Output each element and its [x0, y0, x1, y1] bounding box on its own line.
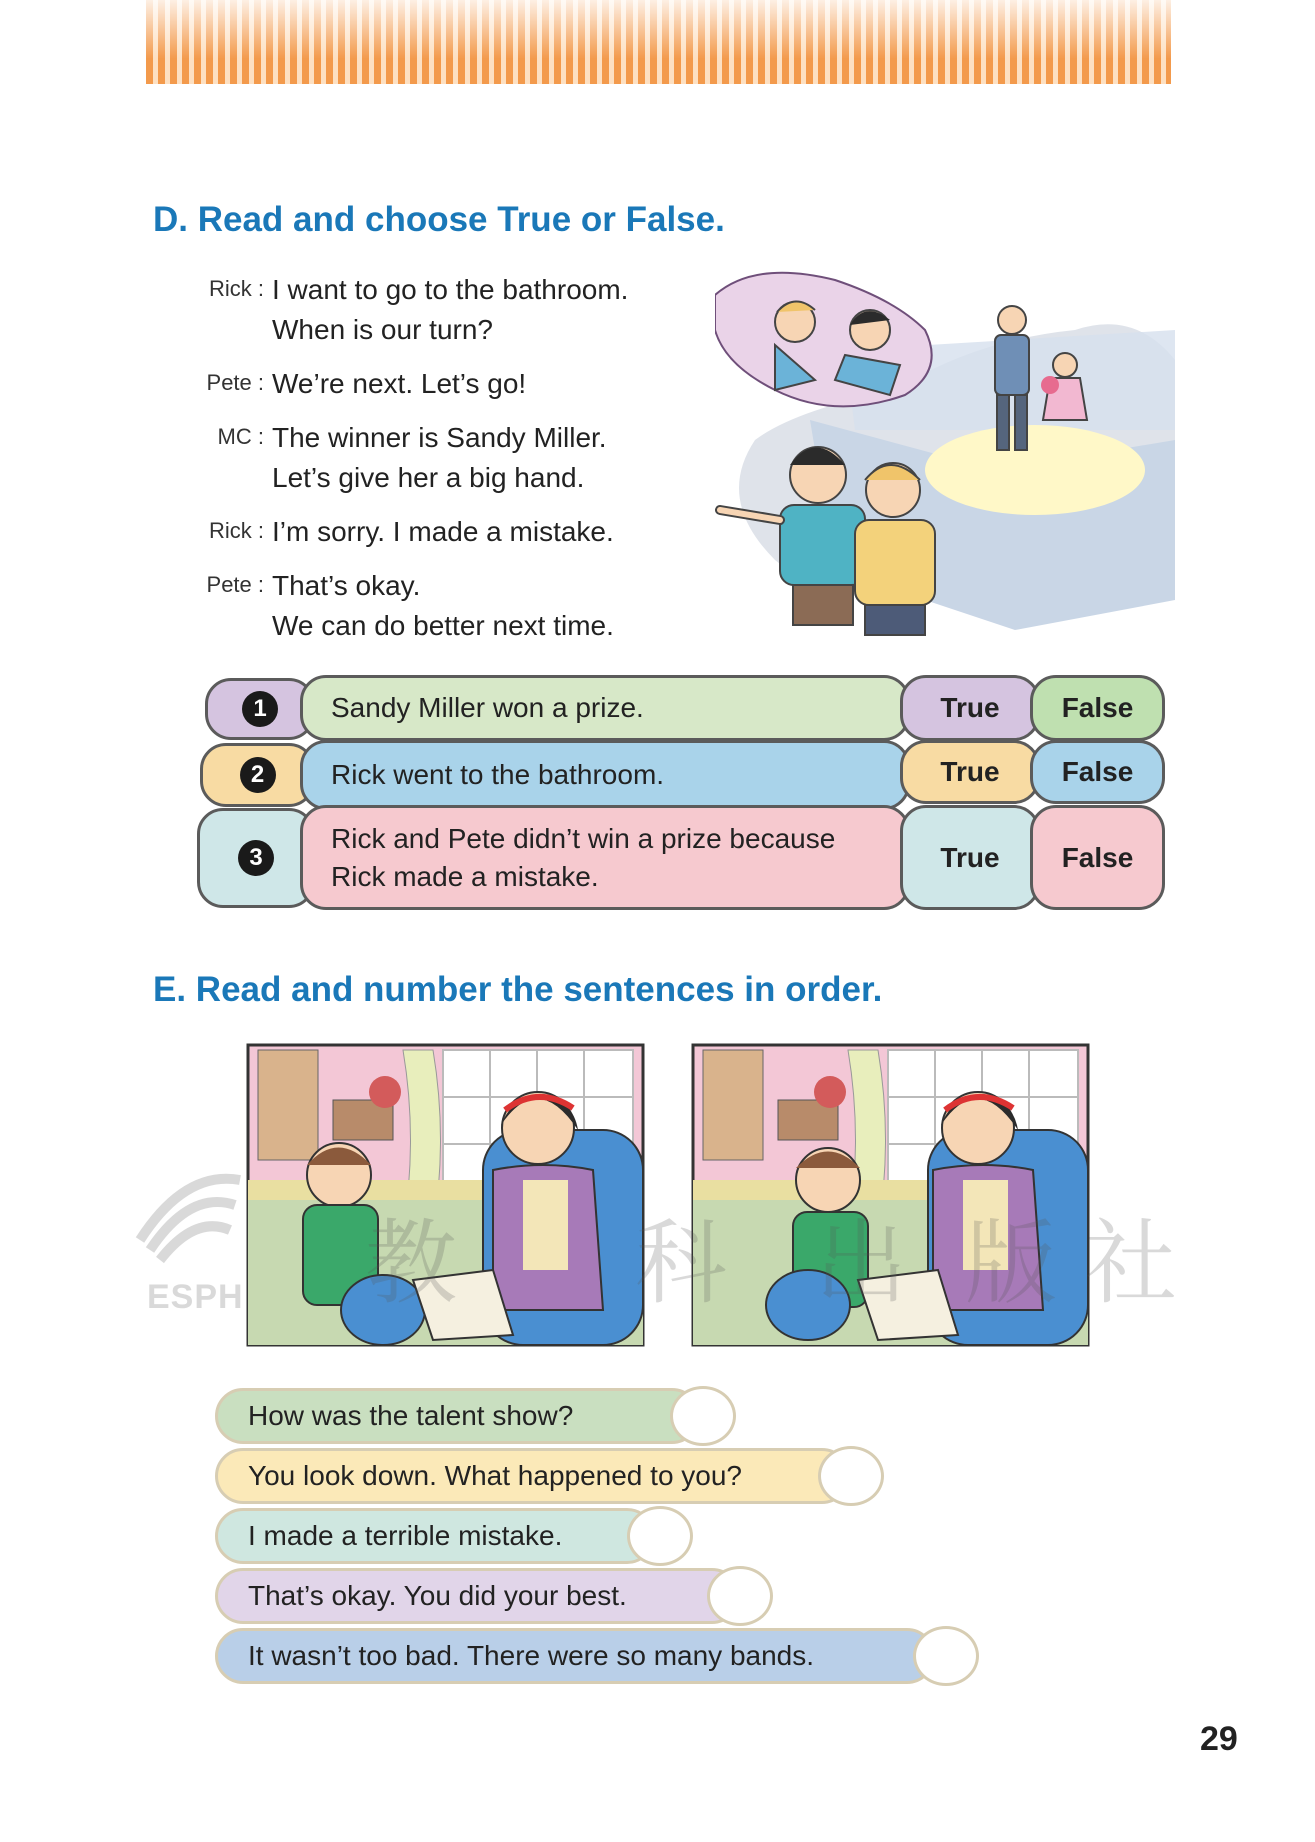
item-number-pill [197, 808, 315, 908]
watermark-char: 出 [815, 1210, 908, 1317]
statement-text [303, 689, 644, 727]
true-option[interactable]: True [900, 740, 1040, 804]
watermark-char: 教 [365, 1210, 458, 1317]
tf-row-3 [200, 805, 1170, 910]
watermark-text: ESPH [147, 1278, 244, 1316]
statement-line: Rick went to the bathroom. [331, 759, 665, 790]
item-number: 3 [238, 840, 274, 876]
statement-pill [300, 675, 910, 741]
statement-line: Rick and Pete didn’t win a prize because [331, 822, 836, 854]
statement-line: Sandy Miller won a prize. [331, 692, 644, 723]
dialogue-line [180, 512, 700, 552]
speech-line: The winner is Sandy Miller. [272, 422, 607, 453]
order-sentence-3: I made a terrible mistake. [215, 1508, 655, 1564]
speaker-label: Pete : [206, 572, 264, 597]
order-number-input[interactable] [707, 1566, 773, 1626]
speech-line: I’m sorry. I made a mistake. [272, 516, 614, 547]
order-sentence-1: How was the talent show? [215, 1388, 700, 1444]
speech-text [272, 364, 526, 404]
speech-line: When is our turn? [272, 314, 493, 345]
true-option[interactable]: True [900, 675, 1040, 741]
publisher-logo-icon [135, 1150, 245, 1270]
speech-line: Let’s give her a big hand. [272, 462, 585, 493]
speaker-label: MC : [217, 424, 264, 449]
dialogue-line [180, 566, 700, 646]
speech-text [272, 566, 614, 646]
false-option[interactable]: False [1030, 805, 1165, 910]
watermark-char: 版 [965, 1210, 1058, 1317]
false-option[interactable]: False [1030, 740, 1165, 804]
speech-line: We’re next. Let’s go! [272, 368, 527, 399]
decorative-header-band [146, 0, 1171, 84]
dialogue-line [180, 270, 700, 350]
section-d-title: D. Read and choose True or False. [153, 200, 725, 239]
order-sentence-4: That’s okay. You did your best. [215, 1568, 740, 1624]
section-e-title: E. Read and number the sentences in order. [153, 970, 883, 1009]
order-number-input[interactable] [913, 1626, 979, 1686]
dialogue [180, 270, 700, 660]
speech-line: We can do better next time. [272, 610, 614, 641]
speech-text [272, 270, 628, 350]
true-option[interactable]: True [900, 805, 1040, 910]
statement-text [303, 756, 664, 794]
false-option[interactable]: False [1030, 675, 1165, 741]
speech-line: I want to go to the bathroom. [272, 274, 629, 305]
statement-pill [300, 740, 910, 810]
dialogue-line [180, 418, 700, 498]
page-number: 29 [1200, 1720, 1238, 1758]
order-number-input[interactable] [627, 1506, 693, 1566]
speech-text [272, 418, 607, 498]
tf-row-1 [200, 675, 1170, 741]
mother-son-illustration-2 [688, 1040, 1093, 1360]
statement-pill [300, 805, 910, 910]
item-number-pill [205, 678, 315, 740]
dialogue-line [180, 364, 700, 404]
tf-row-2 [200, 740, 1170, 810]
speaker-label: Rick : [209, 276, 264, 301]
order-number-input[interactable] [818, 1446, 884, 1506]
speech-line: That’s okay. [272, 570, 421, 601]
speaker-label: Rick : [209, 518, 264, 543]
item-number-pill [200, 743, 315, 807]
watermark-char: 科 [635, 1210, 728, 1317]
order-sentence-2: You look down. What happened to you? [215, 1448, 850, 1504]
statement-line: Rick made a mistake. [331, 860, 599, 892]
talent-show-illustration [715, 270, 1180, 680]
watermark-char: 社 [1085, 1210, 1178, 1317]
speaker-label: Pete : [206, 370, 264, 395]
order-sentence-5: It wasn’t too bad. There were so many bands. [215, 1628, 935, 1684]
order-number-input[interactable] [670, 1386, 736, 1446]
mother-son-illustration-1 [243, 1040, 648, 1360]
item-number: 1 [242, 691, 278, 727]
statement-text [303, 820, 835, 896]
speech-text [272, 512, 614, 552]
item-number: 2 [240, 757, 276, 793]
